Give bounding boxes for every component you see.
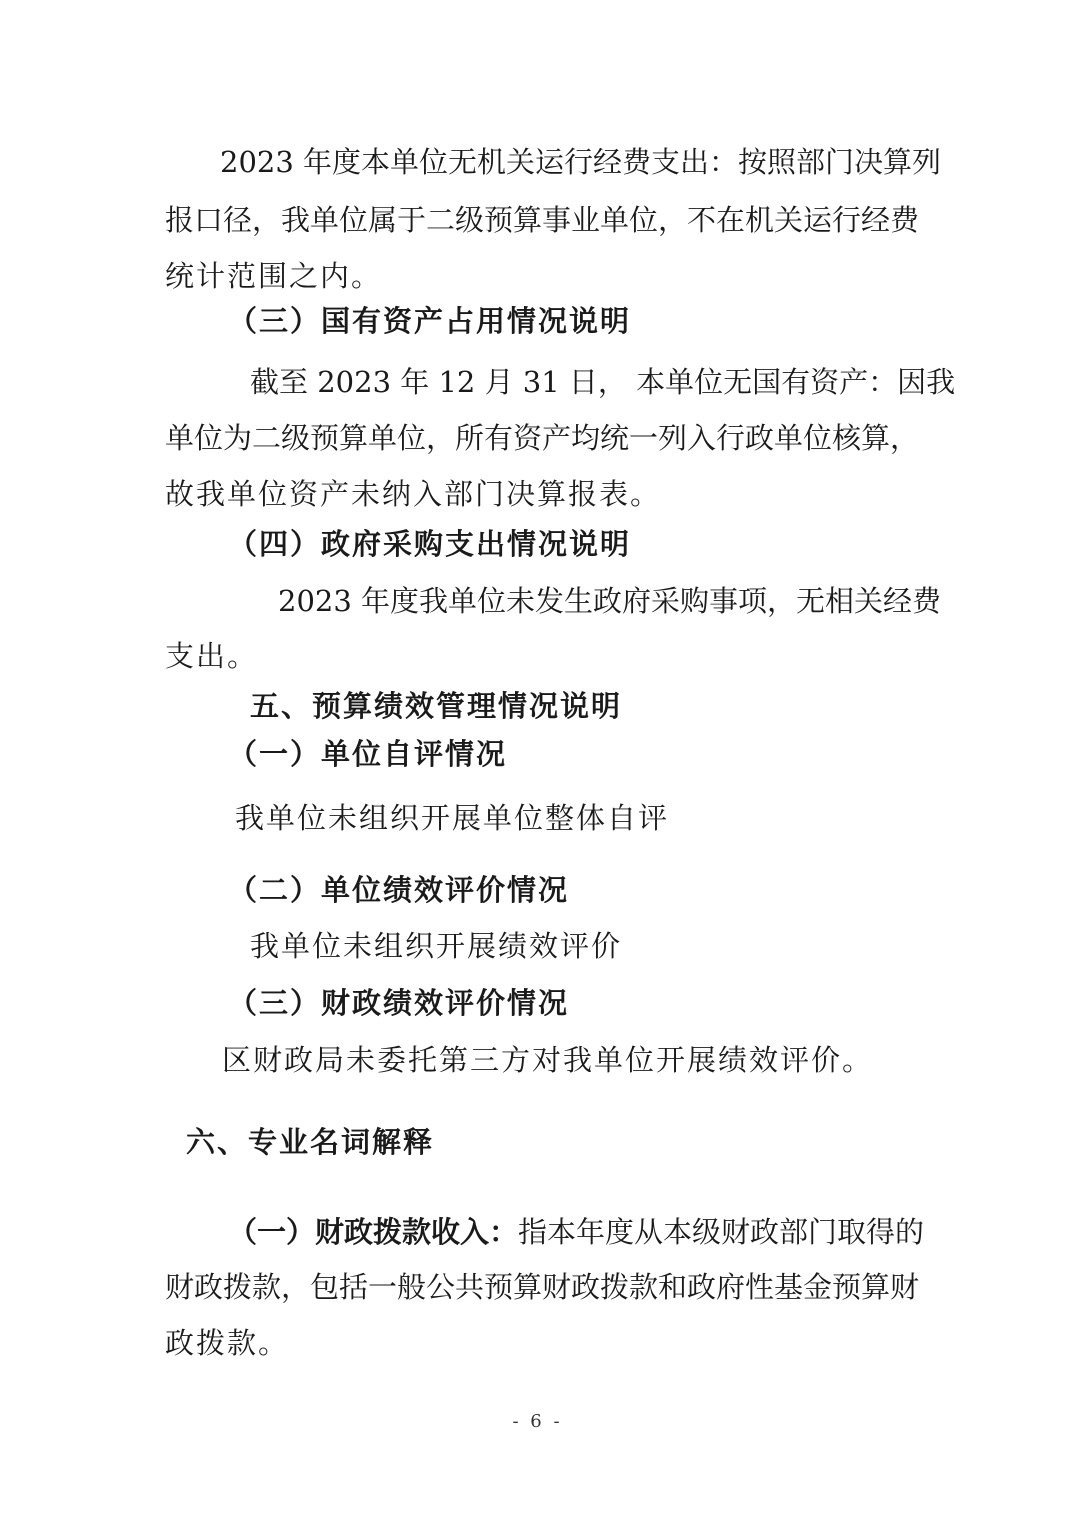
performance-heading: 五、预算绩效管理情况说明 — [250, 689, 623, 723]
page-number: - 6 - — [512, 1411, 563, 1432]
procurement-heading: （四）政府采购支出情况说明 — [228, 527, 632, 561]
self-evaluation-text: 我单位未组织开展单位整体自评 — [235, 801, 670, 835]
state-assets-line-2: 单位为二级预算单位，所有资产均统一列入行政单位核算， — [165, 421, 920, 455]
terms-heading: 六、专业名词解释 — [186, 1125, 435, 1159]
operating-expense-line-1: 2023 年度本单位无机关运行经费支出：按照部门决算列 — [220, 145, 942, 179]
term-1-line-2: 财政拨款，包括一般公共预算财政拨款和政府性基金预算财 — [165, 1270, 920, 1304]
performance-evaluation-heading: （二）单位绩效评价情况 — [228, 873, 570, 907]
fiscal-evaluation-text: 区财政局未委托第三方对我单位开展绩效评价。 — [222, 1043, 874, 1077]
performance-evaluation-text: 我单位未组织开展绩效评价 — [250, 929, 623, 963]
term-1-line-1 — [228, 1212, 925, 1252]
state-assets-line-1: 截至 2023 年 12 月 31 日， 本单位无国有资产：因我 — [250, 365, 956, 399]
term-1-label: （一）财政拨款收入： — [228, 1215, 519, 1249]
state-assets-heading: （三）国有资产占用情况说明 — [228, 304, 632, 338]
state-assets-line-3: 故我单位资产未纳入部门决算报表。 — [165, 477, 662, 511]
fiscal-evaluation-heading: （三）财政绩效评价情况 — [228, 986, 570, 1020]
operating-expense-line-2: 报口径，我单位属于二级预算事业单位，不在机关运行经费 — [165, 203, 920, 237]
term-1-definition-start: 指本年度从本级财政部门取得的 — [518, 1215, 925, 1249]
procurement-line-1: 2023 年度我单位未发生政府采购事项，无相关经费 — [278, 584, 942, 618]
term-1-line-3: 政拨款。 — [165, 1326, 290, 1360]
operating-expense-line-3: 统计范围之内。 — [165, 259, 383, 293]
procurement-line-2: 支出。 — [165, 639, 259, 673]
self-evaluation-heading: （一）单位自评情况 — [228, 737, 508, 771]
